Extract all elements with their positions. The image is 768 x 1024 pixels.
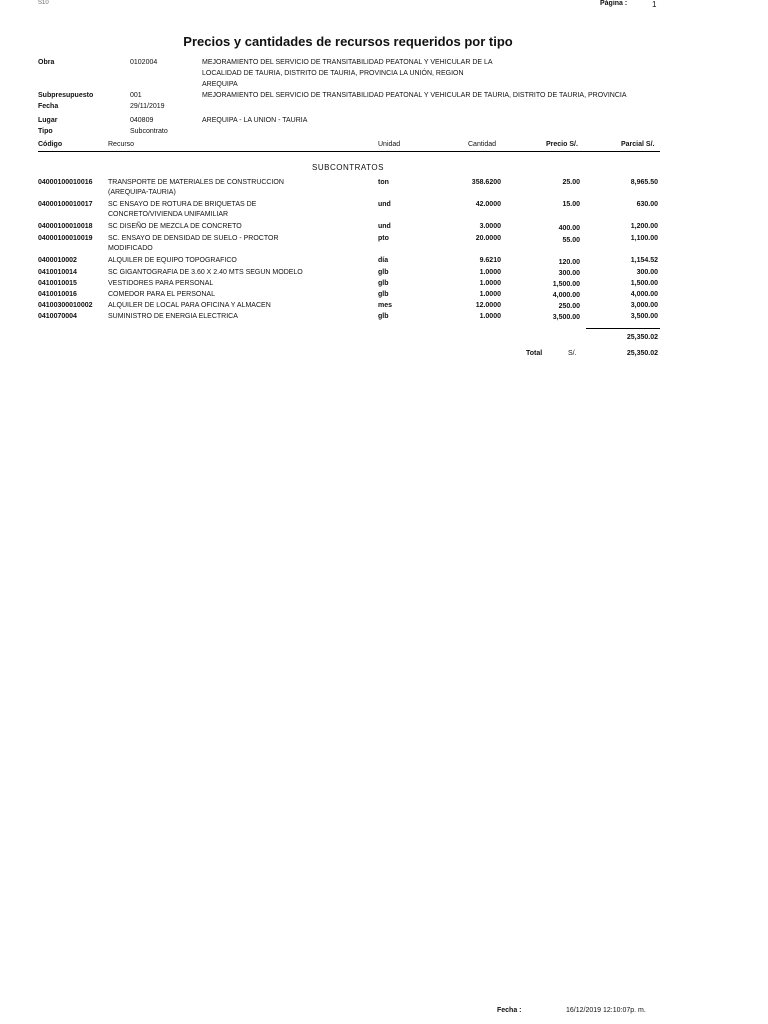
row-code: 0410010014 xyxy=(38,269,77,276)
row-partial: 630.00 xyxy=(636,201,658,208)
row-qty: 42.0000 xyxy=(475,201,501,208)
subpresupuesto-desc: MEJORAMIENTO DEL SERVICIO DE TRANSITABILIDAD PEATONAL Y VEHICULAR DE TAURIA, DISTRITO DE TAURIA, PROVINCIA xyxy=(202,92,627,99)
row-unit: und xyxy=(378,223,391,230)
row-code: 04000100010019 xyxy=(38,235,93,242)
row-unit: mes xyxy=(378,302,393,309)
table-row xyxy=(0,200,768,211)
row-desc: ALQUILER DE LOCAL PARA OFICINA Y ALMACEN xyxy=(108,302,271,309)
row-code: 0400010002 xyxy=(38,257,77,264)
obra-desc-line-3: AREQUIPA xyxy=(202,81,238,88)
section-title: SUBCONTRATOS xyxy=(312,163,384,172)
table-row xyxy=(0,312,768,323)
row-partial: 8,965.50 xyxy=(630,179,658,186)
table-header-rule xyxy=(38,151,660,152)
row-desc: VESTIDORES PARA PERSONAL xyxy=(108,280,214,287)
subtotal-value: 25,350.02 xyxy=(626,334,658,341)
row-unit: ton xyxy=(378,179,389,186)
row-partial: 1,154.52 xyxy=(630,257,658,264)
fecha-value: 29/11/2019 xyxy=(130,103,165,110)
table-row xyxy=(0,268,768,279)
row-partial: 3,000.00 xyxy=(630,302,658,309)
row-desc: SC ENSAYO DE ROTURA DE BRIQUETAS DE xyxy=(108,201,257,208)
row-partial: 3,500.00 xyxy=(630,313,658,320)
table-row xyxy=(0,301,768,312)
row-price: 3,500.00 xyxy=(552,314,580,321)
row-qty: 12.0000 xyxy=(475,302,501,309)
row-desc: SUMINISTRO DE ENERGIA ELECTRICA xyxy=(108,313,238,320)
page-label: Página : xyxy=(600,0,628,7)
row-partial: 1,500.00 xyxy=(630,280,658,287)
row-price: 15.00 xyxy=(562,201,580,208)
row-unit: día xyxy=(378,257,389,264)
total-value: 25,350.02 xyxy=(626,350,658,357)
report-title: Precios y cantidades de recursos requeridos por tipo xyxy=(183,34,513,49)
footer-fecha-label: Fecha : xyxy=(497,1007,522,1014)
row-desc: SC. ENSAYO DE DENSIDAD DE SUELO - PROCTOR xyxy=(108,235,279,242)
row-unit: glb xyxy=(378,313,389,320)
row-unit: glb xyxy=(378,269,389,276)
subtotal-rule xyxy=(586,328,660,329)
row-unit: pto xyxy=(378,235,389,242)
row-code: 0410070004 xyxy=(38,313,77,320)
obra-desc-line-1: MEJORAMIENTO DEL SERVICIO DE TRANSITABILIDAD PEATONAL Y VEHICULAR DE LA xyxy=(202,59,493,66)
row-desc: SC DISEÑO DE MEZCLA DE CONCRETO xyxy=(108,223,242,230)
row-partial: 300.00 xyxy=(636,269,658,276)
row-qty: 1.0000 xyxy=(479,291,501,298)
row-price: 4,000.00 xyxy=(552,292,580,299)
row-desc-continuation: (AREQUIPA-TAURIA) xyxy=(108,189,176,196)
obra-desc-line-2: LOCALIDAD DE TAURIA, DISTRITO DE TAURIA, PROVINCIA LA UNIÓN, REGION xyxy=(202,70,464,77)
row-desc: TRANSPORTE DE MATERIALES DE CONSTRUCCION xyxy=(108,179,284,186)
subpresupuesto-code: 001 xyxy=(130,92,142,99)
page-number: 1 xyxy=(652,0,657,9)
row-qty: 358.6200 xyxy=(471,179,501,186)
row-unit: und xyxy=(378,201,391,208)
row-partial: 1,100.00 xyxy=(630,235,658,242)
table-row xyxy=(0,290,768,301)
lugar-code: 040809 xyxy=(130,117,154,124)
row-desc: ALQUILER DE EQUIPO TOPOGRAFICO xyxy=(108,257,237,264)
row-desc: COMEDOR PARA EL PERSONAL xyxy=(108,291,215,298)
row-price: 1,500.00 xyxy=(552,281,580,288)
system-label: S10 xyxy=(38,0,49,6)
tipo-value: Subcontrato xyxy=(130,128,168,135)
total-label: Total xyxy=(526,350,543,357)
column-header-unidad: Unidad xyxy=(378,141,401,148)
row-qty: 20.0000 xyxy=(475,235,501,242)
column-header-recurso: Recurso xyxy=(108,141,135,148)
table-row xyxy=(0,234,768,245)
lugar-desc: AREQUIPA - LA UNION - TAURIA xyxy=(202,117,308,124)
row-partial: 1,200.00 xyxy=(630,223,658,230)
row-qty: 1.0000 xyxy=(479,269,501,276)
table-row xyxy=(0,256,768,267)
obra-label: Obra xyxy=(38,59,55,66)
row-code: 04000100010016 xyxy=(38,179,93,186)
row-qty: 9.6210 xyxy=(479,257,501,264)
row-code: 04100300010002 xyxy=(38,302,93,309)
row-price: 25.00 xyxy=(562,179,580,186)
table-row xyxy=(0,178,768,189)
row-price: 400.00 xyxy=(558,225,580,232)
row-qty: 1.0000 xyxy=(479,280,501,287)
row-price: 300.00 xyxy=(558,270,580,277)
column-header-parcial: Parcial S/. xyxy=(621,141,655,148)
lugar-label: Lugar xyxy=(38,117,58,124)
row-desc-continuation: CONCRETO/VIVIENDA UNIFAMILIAR xyxy=(108,211,229,218)
total-currency: S/. xyxy=(568,350,577,357)
row-price: 120.00 xyxy=(558,259,580,266)
column-header-codigo: Código xyxy=(38,141,63,148)
column-header-cantidad: Cantidad xyxy=(468,141,497,148)
table-row xyxy=(0,279,768,290)
subpresupuesto-label: Subpresupuesto xyxy=(38,92,94,99)
row-code: 0410010015 xyxy=(38,280,77,287)
row-partial: 4,000.00 xyxy=(630,291,658,298)
row-code: 04000100010017 xyxy=(38,201,93,208)
table-row xyxy=(0,222,768,233)
fecha-label: Fecha xyxy=(38,103,59,110)
row-unit: glb xyxy=(378,280,389,287)
row-code: 04000100010018 xyxy=(38,223,93,230)
row-desc: SC GIGANTOGRAFIA DE 3.60 X 2.40 MTS SEGUN MODELO xyxy=(108,269,303,276)
row-price: 250.00 xyxy=(558,303,580,310)
row-code: 0410010016 xyxy=(38,291,77,298)
footer-fecha-value: 16/12/2019 12:10:07p. m. xyxy=(566,1007,646,1014)
row-desc-continuation: MODIFICADO xyxy=(108,245,153,252)
row-price: 55.00 xyxy=(562,237,580,244)
column-header-precio: Precio S/. xyxy=(546,141,578,148)
obra-code: 0102004 xyxy=(130,59,158,66)
tipo-label: Tipo xyxy=(38,128,53,135)
row-unit: glb xyxy=(378,291,389,298)
row-qty: 3.0000 xyxy=(479,223,501,230)
row-qty: 1.0000 xyxy=(479,313,501,320)
